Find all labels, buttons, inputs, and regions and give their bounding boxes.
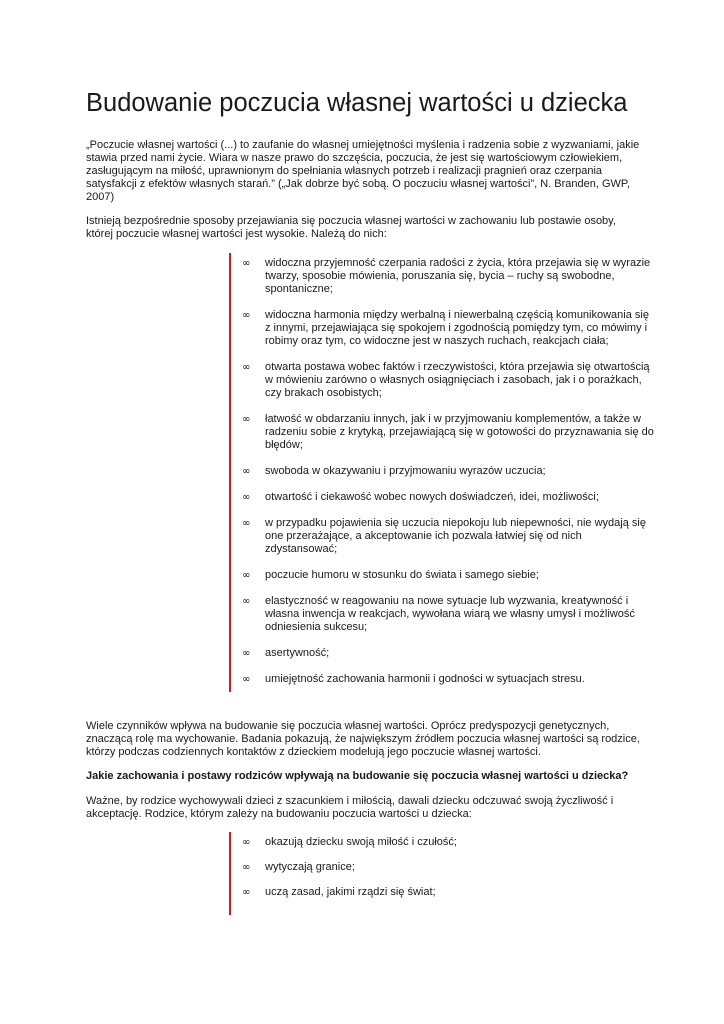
infinity-bullet-icon: ∞ (242, 837, 251, 848)
parents-list-block (229, 832, 654, 915)
list-item-text: w przypadku pojawienia się uczucia niepokoju lub niepewności, nie wydają się one przerażające, a akceptowanie ich pozwala łatwiej się od nich zdystansować; (265, 517, 646, 555)
infinity-bullet-icon: ∞ (242, 862, 251, 873)
list-item-text: poczucie humoru w stosunku do świata i samego siebie; (265, 569, 539, 581)
list-item (242, 886, 654, 899)
list-item (242, 257, 654, 296)
list-item (242, 595, 654, 634)
parents-paragraph: Ważne, by rodzice wychowywali dzieci z szacunkiem i miłością, dawali dziecku odczuwać swoją życzliwość i akceptację. Rodzice, którym zależy na budowaniu poczucia wartości u dziecka: (86, 795, 614, 820)
list-item (242, 491, 654, 504)
infinity-bullet-icon: ∞ (242, 362, 251, 373)
factors-paragraph: Wiele czynników wpływa na budowanie się poczucia własnej wartości. Oprócz predyspozycji genetycznych, znaczącą rolę ma wychowanie. Badania pokazują, że największym źródłem poczucia własnej wartości są rodzice, którzy podczas codziennych kontaktów z dzieckiem modelują jego poczucie własnej wartości. (86, 720, 640, 758)
infinity-bullet-icon: ∞ (242, 596, 251, 607)
list-item (242, 673, 654, 686)
lead-paragraph: Istnieją bezpośrednie sposoby przejawiania się poczucia własnej wartości w zachowaniu lub postawie osoby, której poczucie własnej wartości jest wysokie. Należą do nich: (86, 215, 616, 240)
infinity-bullet-icon: ∞ (242, 518, 251, 529)
list-item (242, 647, 654, 660)
list-item (242, 569, 654, 582)
list-item-text: uczą zasad, jakimi rządzi się świat; (265, 886, 436, 898)
list-item-text: okazują dziecku swoją miłość i czułość; (265, 836, 457, 848)
infinity-bullet-icon: ∞ (242, 492, 251, 503)
list-item-text: widoczna harmonia między werbalną i niewerbalną częścią komunikowania się z innymi, przejawiająca się spokojem i zgodnością pomiędzy tym, co mówimy i robimy oraz tym, co widoczne jest w naszych ruchach, reakcjach ciała; (265, 309, 649, 347)
page-title: Budowanie poczucia własnej wartości u dziecka (86, 89, 628, 117)
intro-quote-paragraph: „Poczucie własnej wartości (...) to zaufanie do własnej umiejętności myślenia i radzenia sobie z wyzwaniami, jakie stawia przed nami życie. Wiara w nasze prawo do szczęścia, poczucia, że jest się wartościowym człowiekiem, zasługującym na miłość, uprawnionym do spełniania własnych potrzeb i realizacji pragnień oraz czerpania satysfakcji z efektów własnych starań.” („Jak dobrze być sobą. O poczuciu własnej wartości”, N. Branden, GWP, 2007) (86, 139, 640, 203)
list-item-text: łatwość w obdarzaniu innych, jak i w przyjmowaniu komplementów, a także w radzeniu sobie z krytyką, przejawiającą się w gotowości do przyznawania się do błędów; (265, 413, 654, 451)
list-item (242, 861, 654, 874)
list-item-text: elastyczność w reagowaniu na nowe sytuacje lub wyzwania, kreatywność i własna inwencja w reakcjach, wywołana wiarą we własny umysł i możliwość odniesienia sukcesu; (265, 595, 635, 633)
traits-list-block (229, 253, 654, 692)
parents-list (242, 836, 654, 899)
infinity-bullet-icon: ∞ (242, 570, 251, 581)
document-page (86, 88, 654, 915)
list-item-text: asertywność; (265, 647, 330, 659)
list-item-text: otwarta postawa wobec faktów i rzeczywistości, która przejawia się otwartością w mówieniu zarówno o własnych osiągnięciach i zasobach, jak i o porażkach, czy brakach osobistych; (265, 361, 650, 399)
list-item-text: umiejętność zachowania harmonii i godności w sytuacjach stresu. (265, 673, 585, 685)
infinity-bullet-icon: ∞ (242, 258, 251, 269)
section-question-heading: Jakie zachowania i postawy rodziców wpływają na budowanie się poczucia własnej wartości u dziecka? (86, 770, 629, 782)
list-item (242, 465, 654, 478)
infinity-bullet-icon: ∞ (242, 414, 251, 425)
list-item-text: swoboda w okazywaniu i przyjmowaniu wyrazów uczucia; (265, 465, 546, 477)
list-item-text: otwartość i ciekawość wobec nowych doświadczeń, idei, możliwości; (265, 491, 599, 503)
infinity-bullet-icon: ∞ (242, 648, 251, 659)
list-item (242, 517, 654, 556)
list-item (242, 413, 654, 452)
infinity-bullet-icon: ∞ (242, 674, 251, 685)
traits-list (242, 257, 654, 686)
infinity-bullet-icon: ∞ (242, 466, 251, 477)
list-item-text: widoczna przyjemność czerpania radości z życia, która przejawia się w wyrazie twarzy, sposobie mówienia, poruszania się, bycia – ruchy są swobodne, spontaniczne; (265, 257, 651, 295)
list-item (242, 836, 654, 849)
infinity-bullet-icon: ∞ (242, 887, 251, 898)
infinity-bullet-icon: ∞ (242, 310, 251, 321)
list-item-text: wytyczają granice; (265, 861, 355, 873)
list-item (242, 361, 654, 400)
list-item (242, 309, 654, 348)
